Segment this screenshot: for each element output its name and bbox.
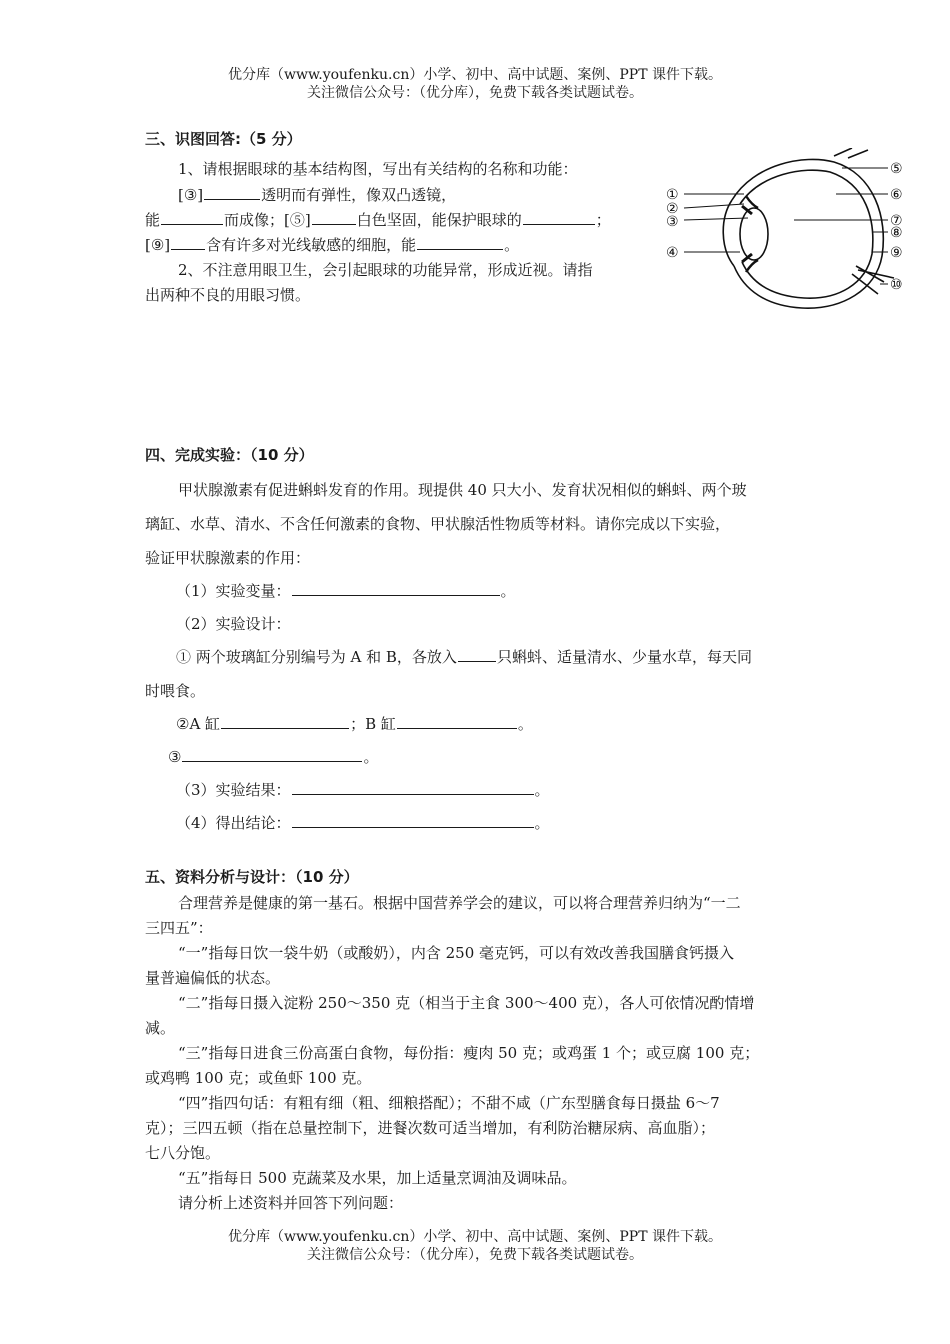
header-line-1: 优分库（www.youfenku.cn）小学、初中、高中试题、案例、PPT 课件下载。 [227, 67, 722, 83]
answer-blank[interactable] [171, 235, 205, 250]
nutrition-line: 或鸡鸭 100 克；或鱼虾 100 克。 [145, 1069, 372, 1087]
exp-item-3: （3）实验结果： 。 [176, 781, 550, 799]
exp-step-3: ③ 。 [168, 748, 379, 766]
answer-blank[interactable] [292, 780, 534, 795]
answer-blank[interactable] [292, 813, 534, 828]
eye-label-9: ⑨ [890, 245, 903, 261]
answer-blank[interactable] [417, 235, 503, 250]
exp-paragraph-line-2: 璃缸、水草、清水、不含任何激素的食物、甲状腺活性物质等材料。请你完成以下实验， [145, 515, 731, 533]
nutrition-line: “四”指四句话：有粗有细（粗、细粮搭配）；不甜不咸（广东型膳食每日摄盐 6～7 [178, 1094, 720, 1112]
eye-label-2: ② [666, 201, 679, 217]
footer-line-2: 关注微信公众号：（优分库），免费下载各类试题试卷。 [307, 1247, 643, 1263]
answer-blank[interactable] [292, 581, 500, 596]
nutrition-line: 克）；三四五顿（指在总量控制下，进餐次数可适当增加，有利防治糖尿病、高血脂）； [145, 1119, 716, 1137]
section-4-title: 四、完成实验：（10 分） [145, 446, 314, 464]
exp-paragraph-line-3: 验证甲状腺激素的作用： [145, 549, 311, 567]
nutrition-line: 三四五”： [145, 919, 213, 937]
q1-line-2: 能 而成像；[⑤] 白色坚固，能保护眼球的 ； [145, 211, 611, 229]
section-5-title: 五、资料分析与设计：（10 分） [145, 868, 359, 886]
answer-blank[interactable] [221, 714, 349, 729]
eye-label-5: ⑤ [890, 161, 903, 177]
footer-line-1: 优分库（www.youfenku.cn）小学、初中、高中试题、案例、PPT 课件下载。 [227, 1229, 722, 1245]
exp-step-2: ②A 缸 ；B 缸 。 [176, 715, 533, 733]
nutrition-line: 合理营养是健康的第一基石。根据中国营养学会的建议，可以将合理营养归纳为“一二 [178, 894, 741, 912]
answer-blank[interactable] [182, 747, 362, 762]
exp-item-4: （4）得出结论： 。 [176, 814, 550, 832]
answer-blank[interactable] [161, 210, 223, 225]
choroid-outline [740, 170, 873, 298]
exp-paragraph-line-1: 甲状腺激素有促进蝌蚪发育的作用。现提供 40 只大小、发育状况相似的蝌蚪、两个玻 [178, 481, 747, 499]
nutrition-line: 请分析上述资料并回答下列问题： [178, 1194, 404, 1212]
page-header [0, 66, 950, 102]
answer-blank[interactable] [458, 647, 496, 662]
iris [742, 206, 752, 262]
nutrition-line: “五”指每日 500 克蔬菜及水果，加上适量烹调油及调味品。 [178, 1169, 577, 1187]
q1-line-1: [③] 透明而有弹性，像双凸透镜， [178, 186, 457, 204]
q2-line-2: 出两种不良的用眼习惯。 [145, 286, 311, 304]
eye-label-10: ⑩ [890, 277, 903, 293]
nutrition-line: 减。 [145, 1019, 176, 1037]
nutrition-line: 七八分饱。 [145, 1144, 221, 1162]
exp-step-1: ① 两个玻璃缸分别编号为 A 和 B，各放入 只蝌蚪、适量清水、少量水草，每天同 [176, 648, 752, 666]
q1-intro: 1、请根据眼球的基本结构图，写出有关结构的名称和功能： [178, 160, 578, 178]
section-3-title: 三、识图回答:（5 分） [145, 130, 302, 148]
lens [740, 208, 768, 260]
q1-line-3: [⑨] 含有许多对光线敏感的细胞，能 。 [145, 236, 520, 254]
exp-item-2: （2）实验设计： [176, 615, 291, 633]
nutrition-line: “二”指每日摄入淀粉 250～350 克（相当于主食 300～400 克），各人可依情况酌情增 [178, 994, 755, 1012]
answer-blank[interactable] [312, 210, 356, 225]
eye-label-7: ⑦ [890, 213, 903, 229]
exp-item-1: （1）实验变量： 。 [176, 582, 516, 600]
answer-blank[interactable] [397, 714, 517, 729]
page-footer [0, 1228, 950, 1264]
eye-label-4: ④ [666, 245, 679, 261]
nutrition-line: “三”指每日进食三份高蛋白食物，每份指：瘦肉 50 克；或鸡蛋 1 个；或豆腐 100 克； [178, 1044, 760, 1062]
eye-label-6: ⑥ [890, 187, 903, 203]
q2-line-1: 2、不注意用眼卫生，会引起眼球的功能异常，形成近视。请指 [178, 261, 593, 279]
answer-blank[interactable] [523, 210, 595, 225]
cornea-outline [723, 200, 734, 266]
eye-label-8: ⑧ [890, 225, 903, 241]
eyeball-diagram [662, 148, 910, 316]
eye-label-3: ③ [666, 214, 679, 230]
sclera-outline [732, 159, 883, 308]
exp-step-1-cont: 时喂食。 [145, 682, 206, 700]
eye-label-1: ① [666, 187, 679, 203]
answer-blank[interactable] [204, 185, 260, 200]
ciliary-body [746, 196, 758, 272]
nutrition-line: “一”指每日饮一袋牛奶（或酸奶），内含 250 毫克钙，可以有效改善我国膳食钙摄入 [178, 944, 735, 962]
nutrition-line: 量普遍偏低的状态。 [145, 969, 281, 987]
header-line-2: 关注微信公众号：（优分库），免费下载各类试题试卷。 [307, 85, 643, 101]
